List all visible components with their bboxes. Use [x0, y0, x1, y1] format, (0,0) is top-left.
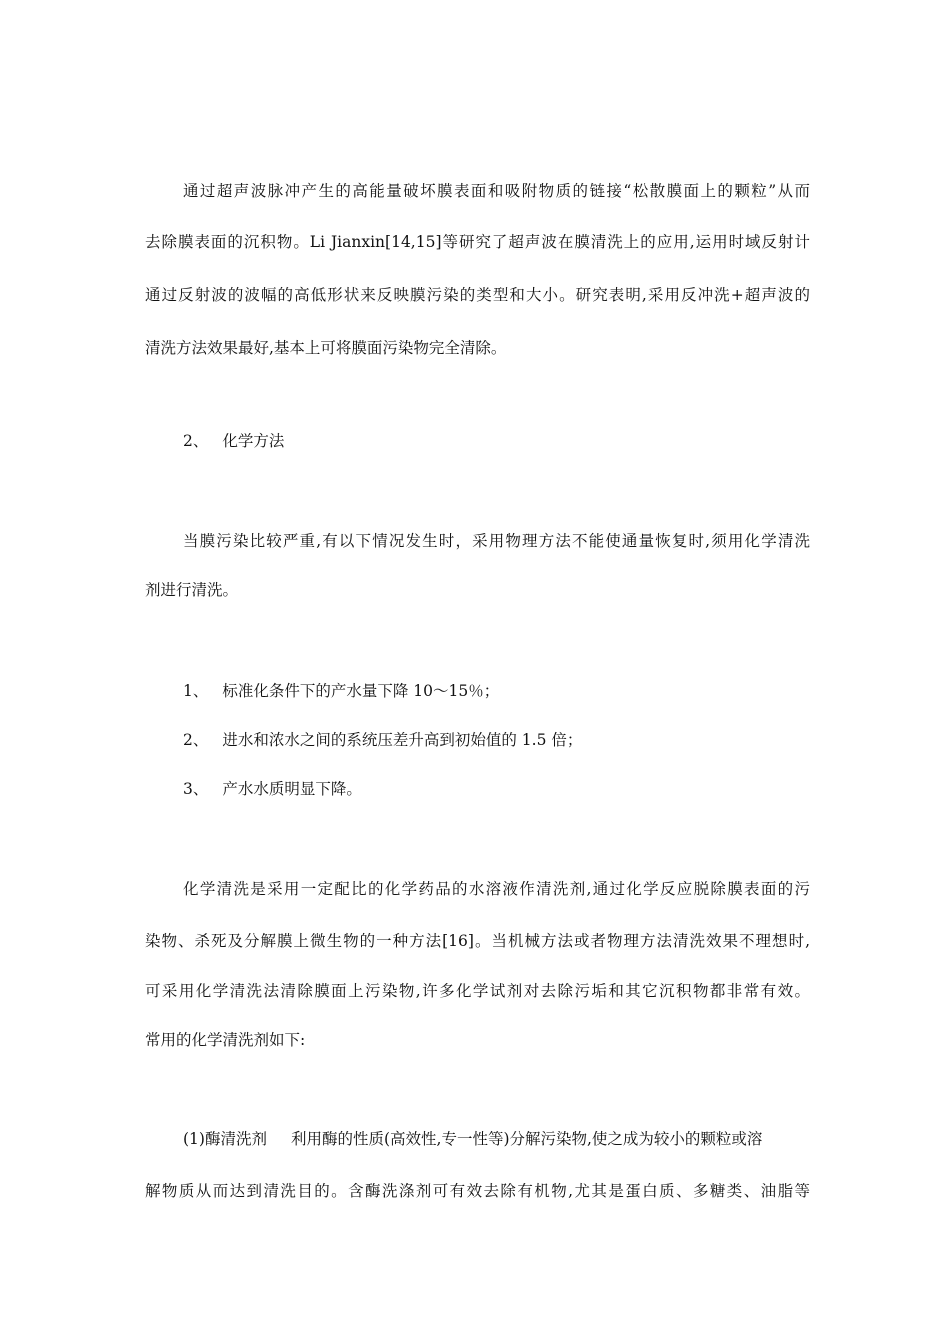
- list-item-number: 1、: [183, 682, 209, 700]
- paragraph-4-line-1-text: 利用酶的性质(高效性,专一性等)分解污染物,使之成为较小的颗粒或溶: [290, 1130, 763, 1148]
- list-item-text: 产水水质明显下降。: [222, 780, 362, 798]
- paragraph-3-line-3: 可采用化学清洗法清除膜面上污染物,许多化学试剂对去除污垢和其它沉积物都非常有效。: [145, 982, 810, 1000]
- section-number: 2、: [183, 432, 209, 450]
- paragraph-3-line-4: 常用的化学清洗剂如下:: [145, 1031, 306, 1049]
- list-item-number: 3、: [183, 780, 209, 798]
- paragraph-3-line-1: 化学清洗是采用一定配比的化学药品的水溶液作清洗剂,通过化学反应脱除膜表面的污: [183, 880, 810, 898]
- paragraph-1-line-1: 通过超声波脉冲产生的高能量破坏膜表面和吸附物质的链接“松散膜面上的颗粒”从而: [183, 182, 810, 200]
- list-item: [183, 779, 848, 799]
- list-item-number: 2、: [183, 731, 209, 749]
- enzyme-cleaner-label: (1)酶清洗剂: [183, 1130, 267, 1148]
- list-item: [183, 730, 848, 750]
- section-title: 化学方法: [222, 432, 285, 450]
- paragraph-1-line-3: 通过反射波的波幅的高低形状来反映膜污染的类型和大小。研究表明,采用反冲洗+超声波的: [145, 286, 810, 304]
- paragraph-3-line-2: 染物、杀死及分解膜上微生物的一种方法[16]。当机械方法或者物理方法清洗效果不理想时,: [145, 932, 810, 950]
- paragraph-2-line-2: 剂进行清洗。: [145, 581, 239, 599]
- list-item-text: 进水和浓水之间的系统压差升高到初始值的 1.5 倍；: [222, 731, 583, 749]
- paragraph-4-line-1: [183, 1129, 810, 1149]
- section-heading: [183, 431, 848, 451]
- paragraph-1-line-4: 清洗方法效果最好,基本上可将膜面污染物完全清除。: [145, 339, 507, 357]
- list-item-text: 标准化条件下的产水量下降 10～15％；: [222, 682, 500, 700]
- paragraph-1-line-2: 去除膜表面的沉积物。Li Jianxin[14,15]等研究了超声波在膜清洗上的应用,运用时域反射计: [145, 233, 810, 251]
- list-item: [183, 681, 848, 701]
- paragraph-4-line-2: 解物质从而达到清洗目的。含酶洗涤剂可有效去除有机物,尤其是蛋白质、多糖类、油脂等: [145, 1182, 810, 1200]
- paragraph-2-line-1: 当膜污染比较严重,有以下情况发生时，采用物理方法不能使通量恢复时,须用化学清洗: [183, 532, 810, 550]
